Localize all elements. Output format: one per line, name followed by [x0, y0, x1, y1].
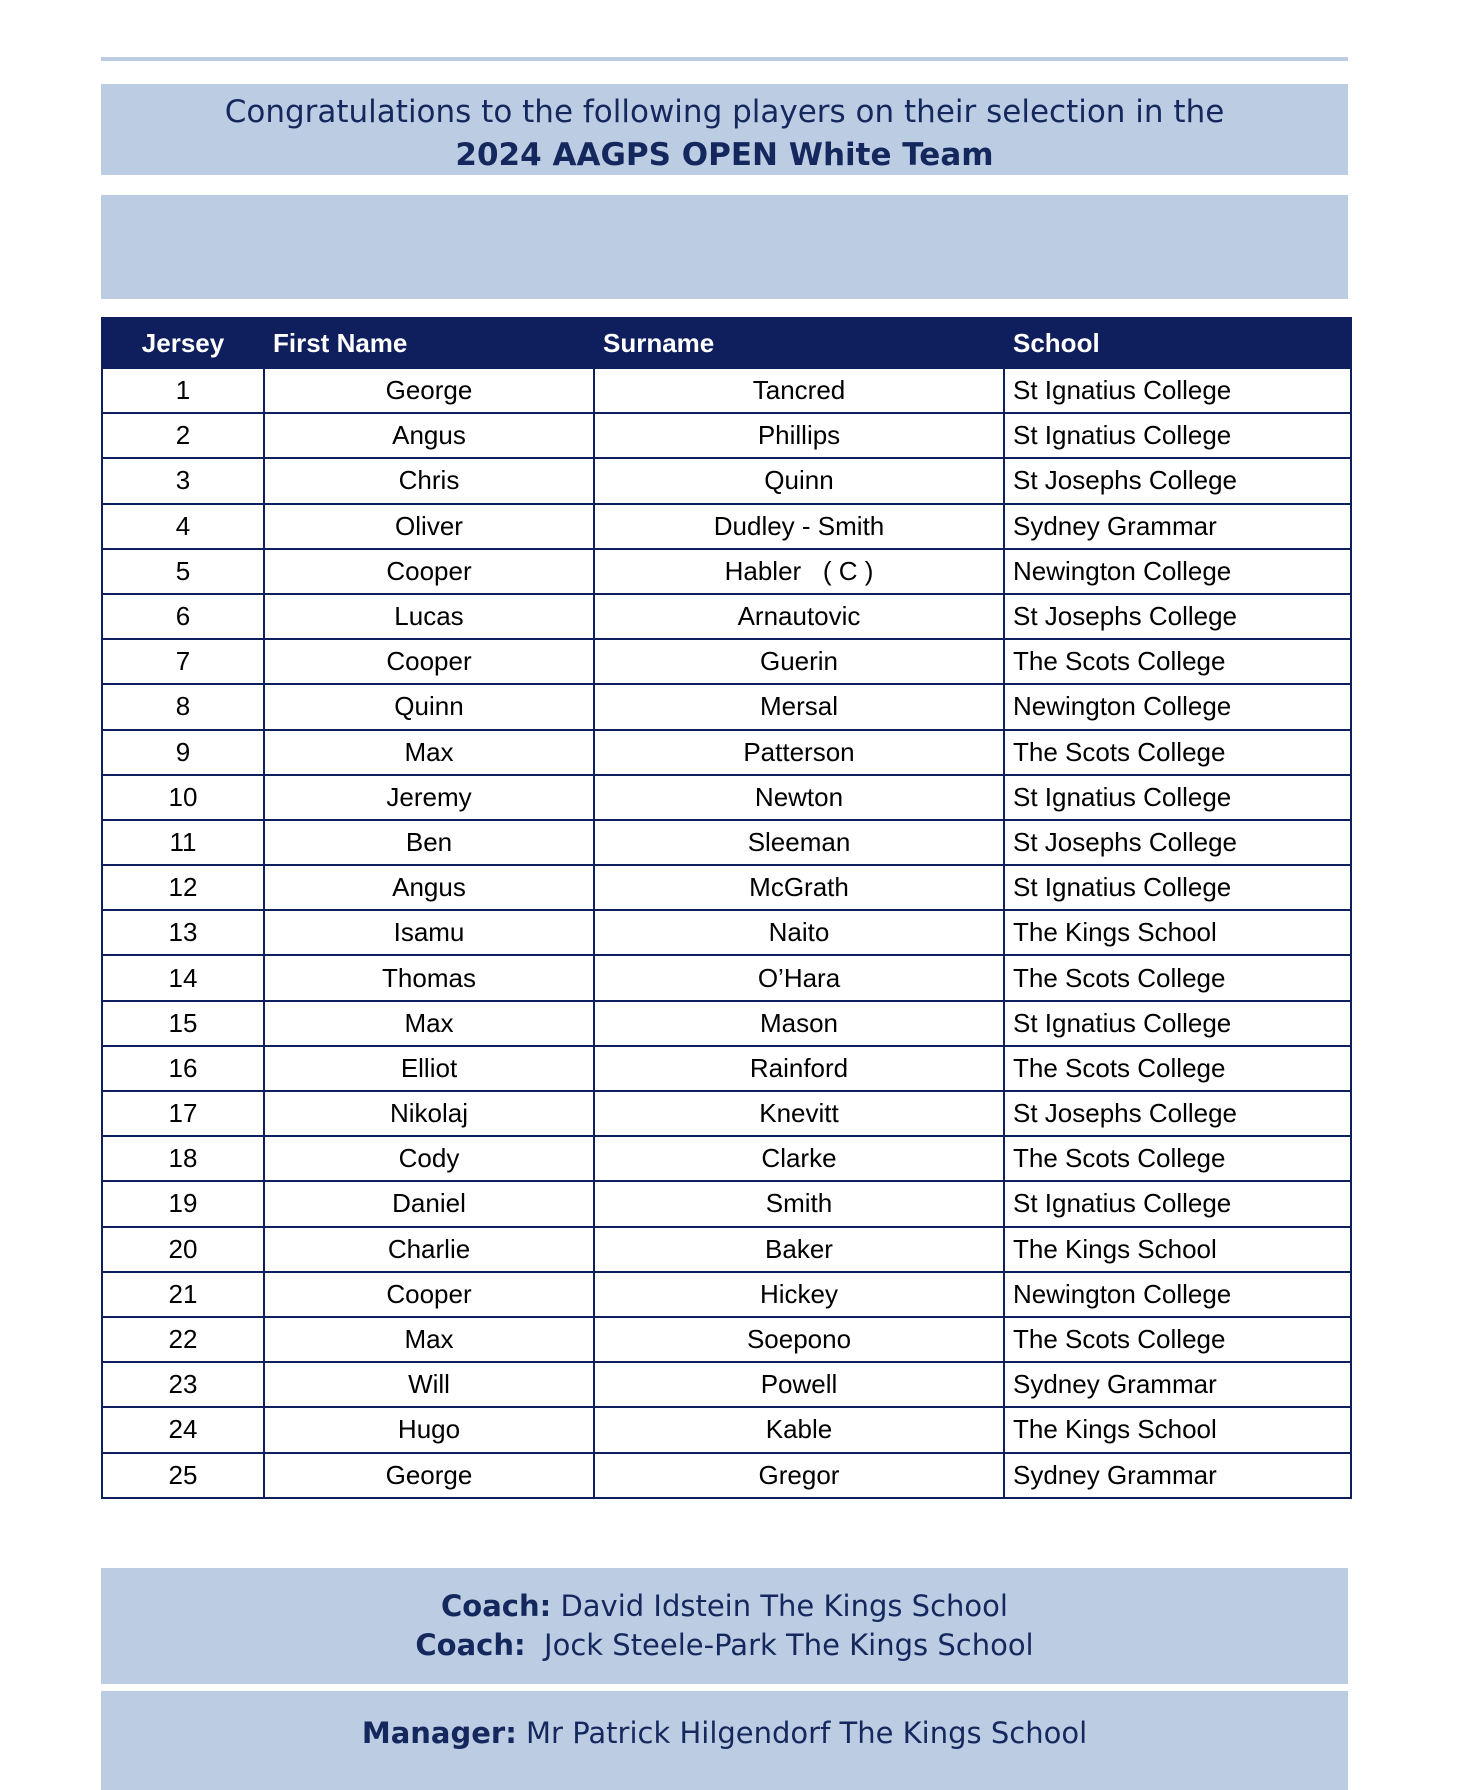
surname-cell: Sleeman	[594, 820, 1004, 865]
first-name-cell: Charlie	[264, 1227, 594, 1272]
table-row	[102, 639, 1351, 684]
school-cell: Newington College	[1004, 1272, 1351, 1317]
table-row	[102, 1362, 1351, 1407]
table-row	[102, 775, 1351, 820]
table-row	[102, 820, 1351, 865]
table-header-row	[102, 318, 1351, 368]
roster-body	[102, 368, 1351, 1498]
first-name-cell: Hugo	[264, 1407, 594, 1452]
first-name-cell: George	[264, 1453, 594, 1498]
surname-cell: Rainford	[594, 1046, 1004, 1091]
jersey-cell: 15	[102, 1001, 264, 1046]
first-name-cell: Angus	[264, 413, 594, 458]
first-name-cell: Quinn	[264, 684, 594, 729]
manager-banner	[101, 1691, 1348, 1790]
first-name-cell: Max	[264, 730, 594, 775]
table-row	[102, 1046, 1351, 1091]
school-cell: St Ignatius College	[1004, 413, 1351, 458]
table-row	[102, 549, 1351, 594]
first-name-cell: Ben	[264, 820, 594, 865]
school-cell: St Ignatius College	[1004, 1181, 1351, 1226]
table-row	[102, 1181, 1351, 1226]
first-name-cell: Isamu	[264, 910, 594, 955]
first-name-cell: Lucas	[264, 594, 594, 639]
jersey-cell: 25	[102, 1453, 264, 1498]
coach-name: David Idstein The Kings School	[560, 1589, 1008, 1623]
first-name-cell: Cooper	[264, 549, 594, 594]
school-cell: The Scots College	[1004, 1136, 1351, 1181]
jersey-cell: 20	[102, 1227, 264, 1272]
jersey-cell: 3	[102, 458, 264, 503]
team-title: 2024 AAGPS OPEN White Team	[455, 137, 994, 173]
surname-cell: Newton	[594, 775, 1004, 820]
manager-label: Manager:	[361, 1716, 517, 1750]
coach-label: Coach:	[441, 1589, 552, 1623]
table-row	[102, 730, 1351, 775]
school-cell: The Kings School	[1004, 1227, 1351, 1272]
school-cell: Sydney Grammar	[1004, 1362, 1351, 1407]
coach-label: Coach:	[415, 1628, 526, 1662]
first-name-cell: Cooper	[264, 1272, 594, 1317]
first-name-cell: Chris	[264, 458, 594, 503]
school-cell: The Kings School	[1004, 1407, 1351, 1452]
jersey-cell: 13	[102, 910, 264, 955]
surname-cell: Arnautovic	[594, 594, 1004, 639]
surname-cell: Smith	[594, 1181, 1004, 1226]
school-cell: The Scots College	[1004, 639, 1351, 684]
title-banner	[101, 84, 1348, 175]
school-cell: St Ignatius College	[1004, 1001, 1351, 1046]
table-row	[102, 413, 1351, 458]
school-cell: The Kings School	[1004, 910, 1351, 955]
top-divider	[101, 57, 1348, 61]
jersey-cell: 24	[102, 1407, 264, 1452]
jersey-cell: 7	[102, 639, 264, 684]
surname-cell: Powell	[594, 1362, 1004, 1407]
jersey-cell: 4	[102, 504, 264, 549]
school-cell: St Ignatius College	[1004, 775, 1351, 820]
surname-cell: Baker	[594, 1227, 1004, 1272]
first-name-cell: Oliver	[264, 504, 594, 549]
jersey-cell: 1	[102, 368, 264, 413]
congratulations-line: Congratulations to the following players on their selection in the	[224, 94, 1225, 130]
surname-cell: Dudley - Smith	[594, 504, 1004, 549]
surname-cell: McGrath	[594, 865, 1004, 910]
jersey-cell: 21	[102, 1272, 264, 1317]
school-cell: St Josephs College	[1004, 458, 1351, 503]
first-name-cell: Will	[264, 1362, 594, 1407]
jersey-cell: 6	[102, 594, 264, 639]
surname-cell: Knevitt	[594, 1091, 1004, 1136]
school-cell: St Josephs College	[1004, 820, 1351, 865]
jersey-cell: 10	[102, 775, 264, 820]
table-row	[102, 1407, 1351, 1452]
table-row	[102, 1136, 1351, 1181]
school-cell: Sydney Grammar	[1004, 504, 1351, 549]
table-row	[102, 1317, 1351, 1362]
table-row	[102, 368, 1351, 413]
surname-cell: Mason	[594, 1001, 1004, 1046]
coach-line-1	[101, 1587, 1348, 1625]
table-row	[102, 594, 1351, 639]
surname-cell: Quinn	[594, 458, 1004, 503]
school-cell: Newington College	[1004, 684, 1351, 729]
jersey-cell: 18	[102, 1136, 264, 1181]
first-name-cell: Elliot	[264, 1046, 594, 1091]
first-name-cell: Cooper	[264, 639, 594, 684]
first-name-cell: Daniel	[264, 1181, 594, 1226]
first-name-cell: Thomas	[264, 955, 594, 1000]
school-cell: The Scots College	[1004, 955, 1351, 1000]
first-name-cell: Max	[264, 1001, 594, 1046]
jersey-cell: 14	[102, 955, 264, 1000]
first-name-cell: Nikolaj	[264, 1091, 594, 1136]
jersey-cell: 5	[102, 549, 264, 594]
school-cell: St Josephs College	[1004, 1091, 1351, 1136]
table-row	[102, 504, 1351, 549]
school-cell: Sydney Grammar	[1004, 1453, 1351, 1498]
surname-cell: Tancred	[594, 368, 1004, 413]
surname-cell: Kable	[594, 1407, 1004, 1452]
surname-cell: Guerin	[594, 639, 1004, 684]
surname-cell: Clarke	[594, 1136, 1004, 1181]
jersey-cell: 16	[102, 1046, 264, 1091]
surname-cell: Habler ( C )	[594, 549, 1004, 594]
coach-banner	[101, 1568, 1348, 1684]
surname-cell: Patterson	[594, 730, 1004, 775]
school-cell: The Scots College	[1004, 1046, 1351, 1091]
jersey-cell: 12	[102, 865, 264, 910]
school-cell: The Scots College	[1004, 1317, 1351, 1362]
jersey-cell: 22	[102, 1317, 264, 1362]
surname-cell: Soepono	[594, 1317, 1004, 1362]
jersey-cell: 8	[102, 684, 264, 729]
team-roster-table	[101, 317, 1352, 1499]
table-row	[102, 684, 1351, 729]
table-row	[102, 458, 1351, 503]
table-row	[102, 1272, 1351, 1317]
surname-cell: Naito	[594, 910, 1004, 955]
surname-cell: Hickey	[594, 1272, 1004, 1317]
jersey-cell: 2	[102, 413, 264, 458]
column-header-jersey: Jersey	[102, 318, 264, 368]
jersey-cell: 19	[102, 1181, 264, 1226]
school-cell: St Ignatius College	[1004, 368, 1351, 413]
jersey-cell: 9	[102, 730, 264, 775]
manager-name: Mr Patrick Hilgendorf The Kings School	[526, 1716, 1088, 1750]
jersey-cell: 11	[102, 820, 264, 865]
school-cell: St Ignatius College	[1004, 865, 1351, 910]
school-cell: Newington College	[1004, 549, 1351, 594]
surname-cell: Phillips	[594, 413, 1004, 458]
first-name-cell: George	[264, 368, 594, 413]
first-name-cell: Max	[264, 1317, 594, 1362]
column-header-school: School	[1004, 318, 1351, 368]
coach-name: Jock Steele-Park The Kings School	[544, 1628, 1034, 1662]
school-cell: St Josephs College	[1004, 594, 1351, 639]
column-header-surname: Surname	[594, 318, 1004, 368]
surname-cell: O’Hara	[594, 955, 1004, 1000]
first-name-cell: Angus	[264, 865, 594, 910]
blank-banner	[101, 195, 1348, 299]
table-row	[102, 910, 1351, 955]
table-row	[102, 1001, 1351, 1046]
manager-line	[101, 1714, 1348, 1752]
jersey-cell: 17	[102, 1091, 264, 1136]
first-name-cell: Jeremy	[264, 775, 594, 820]
table-row	[102, 955, 1351, 1000]
surname-cell: Gregor	[594, 1453, 1004, 1498]
school-cell: The Scots College	[1004, 730, 1351, 775]
table-row	[102, 865, 1351, 910]
table-row	[102, 1091, 1351, 1136]
coach-line-2	[101, 1626, 1348, 1664]
column-header-first-name: First Name	[264, 318, 594, 368]
table-row	[102, 1227, 1351, 1272]
table-row	[102, 1453, 1351, 1498]
first-name-cell: Cody	[264, 1136, 594, 1181]
jersey-cell: 23	[102, 1362, 264, 1407]
surname-cell: Mersal	[594, 684, 1004, 729]
